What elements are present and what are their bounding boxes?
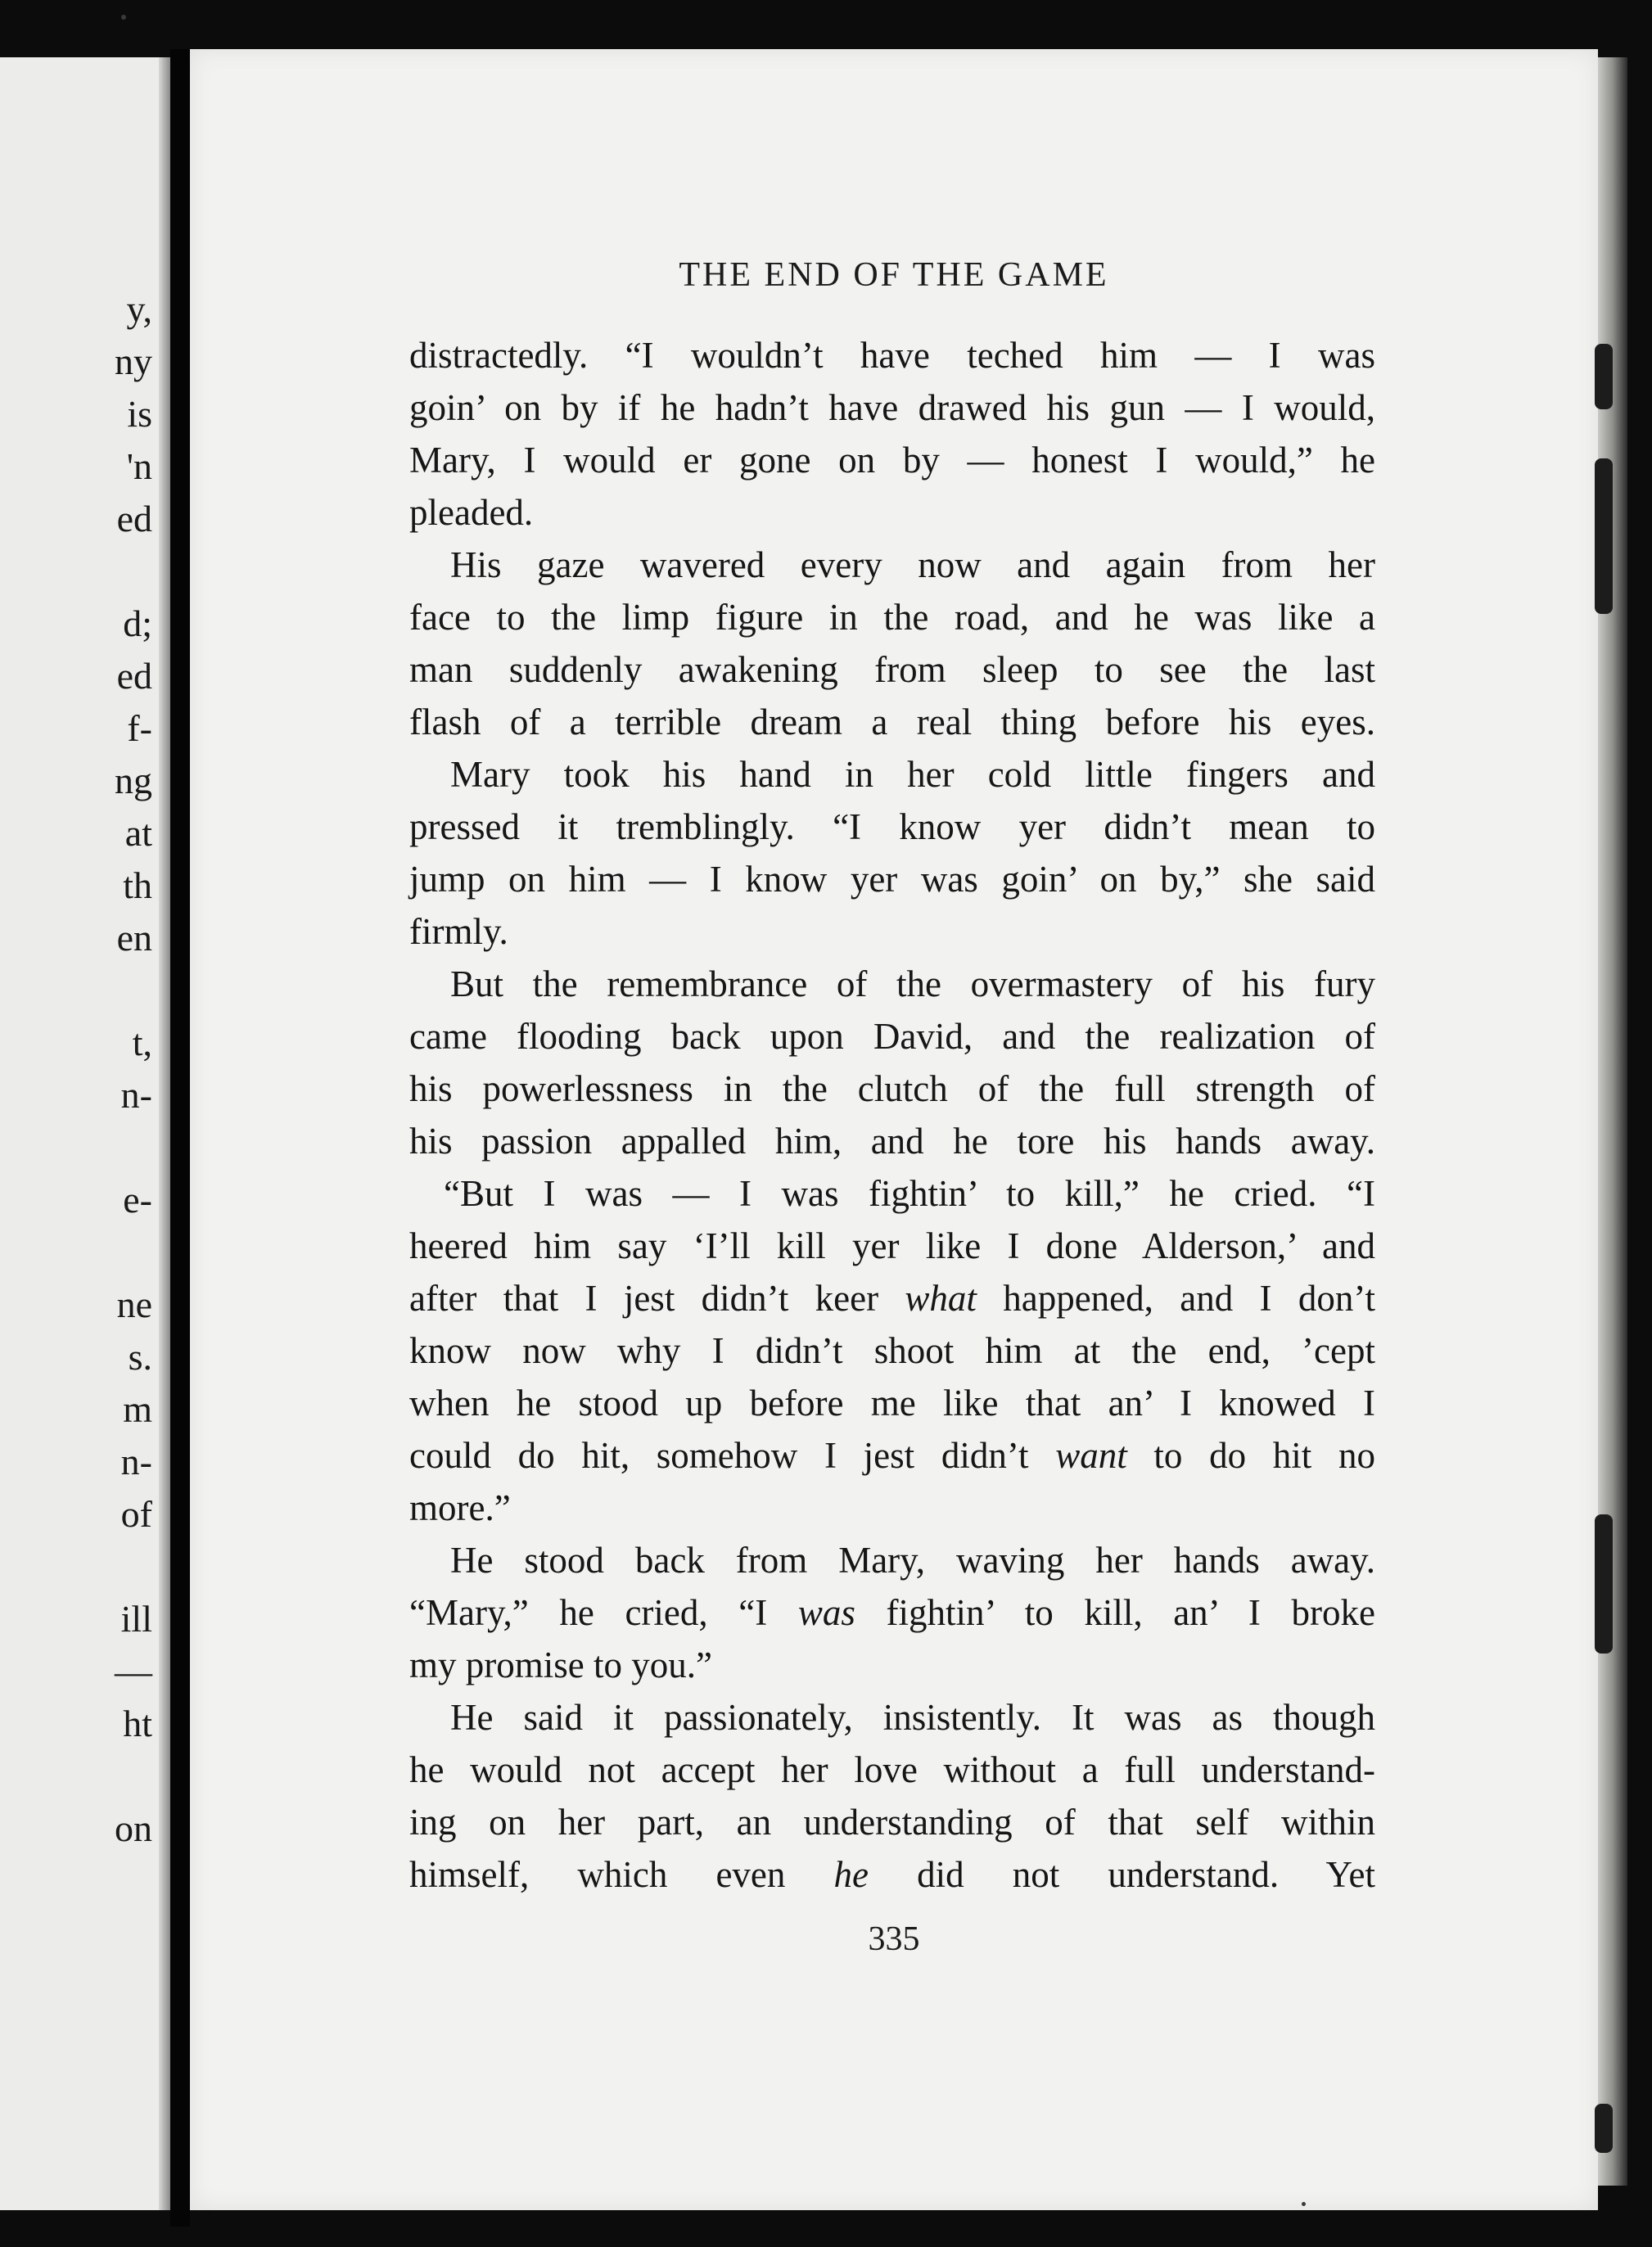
text-line: came flooding back upon David, and the realization of [409, 1016, 1375, 1057]
text-line: He said it passionately, insistently. It was as though [450, 1697, 1375, 1738]
text-line: But the remembrance of the overmastery of his fury [450, 963, 1375, 1004]
previous-page-fragment: ng [115, 760, 152, 801]
text-line: Mary, I would er gone on by — honest I would,” he [409, 440, 1375, 481]
body-text [409, 329, 1375, 1901]
text-line: his powerlessness in the clutch of the full strength of [409, 1068, 1375, 1109]
previous-page-fragment: s. [128, 1336, 152, 1378]
previous-page-fragment: — [115, 1650, 152, 1692]
text-line: goin’ on by if he hadn’t have drawed his gun — I would, [409, 387, 1375, 428]
previous-page-fragment: is [127, 393, 152, 435]
text-line: “But I was — I was fightin’ to kill,” he cried. “I [444, 1173, 1375, 1214]
text-line: firmly. [409, 911, 508, 952]
emphasis: he [833, 1854, 869, 1895]
previous-page-fragment: t, [132, 1022, 152, 1063]
text-line: distractedly. “I wouldn’t have teched him — I was [409, 335, 1375, 376]
previous-page-fragment: 'n [126, 445, 152, 487]
dust-speck [121, 15, 126, 20]
text-line: face to the limp figure in the road, and he was like a [409, 597, 1375, 638]
previous-page-fragment: th [123, 864, 152, 906]
edge-blemish [1595, 344, 1613, 409]
previous-page-fragment: ed [116, 655, 152, 697]
running-head: THE END OF THE GAME [679, 256, 1109, 294]
previous-page-fragment: ed [116, 498, 152, 539]
edge-blemish [1595, 2104, 1613, 2153]
text-line: flash of a terrible dream a real thing before his eyes. [409, 702, 1375, 742]
previous-page-fragment: en [116, 917, 152, 959]
previous-page-fragment: ny [115, 341, 152, 382]
edge-blemish [1595, 458, 1613, 614]
dust-speck [1302, 2202, 1306, 2206]
previous-page-fragment: ill [120, 1598, 152, 1640]
text-line: He stood back from Mary, waving her hands away. [450, 1540, 1375, 1581]
previous-page-fragment: ne [116, 1284, 152, 1325]
text-line: His gaze wavered every now and again from her [450, 544, 1375, 585]
text-line: heered him say ‘I’ll kill yer like I done Alderson,’ and [409, 1225, 1375, 1266]
text-line: when he stood up before me like that an’ I knowed I [409, 1383, 1375, 1424]
spine-shadow [159, 57, 170, 2210]
emphasis: what [905, 1278, 977, 1319]
text-line: he would not accept her love without a full understand- [409, 1749, 1375, 1790]
text-line: Mary took his hand in her cold little fingers and [450, 754, 1375, 795]
previous-page-fragment: on [115, 1807, 152, 1849]
text-line: pressed it tremblingly. “I know yer didn’t mean to [409, 806, 1375, 847]
previous-page-fragment: f- [127, 707, 152, 749]
text-line: ing on her part, an understanding of that self within [409, 1802, 1375, 1843]
previous-page-fragment: n- [120, 1441, 152, 1482]
text-line: himself, which even he did not understand. Yet [409, 1854, 1376, 1895]
text-line: my promise to you.” [409, 1645, 712, 1685]
text-line: jump on him — I know yer was goin’ on by,” she said [409, 859, 1375, 900]
text-line: know now why I didn’t shoot him at the end, ’cept [409, 1330, 1375, 1371]
previous-page-fragment: e- [123, 1179, 152, 1221]
emphasis: was [797, 1592, 855, 1633]
text-line: after that I jest didn’t keer what happened, and I don’t [409, 1278, 1375, 1319]
previous-page-fragment: y, [126, 288, 152, 330]
previous-page-fragment: d; [123, 602, 152, 644]
text-line: his passion appalled him, and he tore his hands away. [409, 1121, 1375, 1162]
previous-page-edge [0, 57, 170, 2210]
text-line: “Mary,” he cried, “I was fightin’ to kill, an’ I broke [409, 1592, 1375, 1633]
previous-page-fragment: of [120, 1493, 152, 1535]
text-line: pleaded. [409, 492, 534, 533]
book-gutter [170, 49, 190, 2227]
text-line: more.” [409, 1487, 511, 1528]
emphasis: want [1055, 1435, 1127, 1476]
edge-blemish [1595, 1514, 1613, 1654]
previous-page-fragment: at [124, 812, 152, 854]
previous-page-fragment: n- [120, 1074, 152, 1116]
page-number: 335 [868, 1920, 920, 1958]
text-line: man suddenly awakening from sleep to see the last [409, 649, 1375, 690]
previous-page-fragment: ht [123, 1703, 152, 1744]
previous-page-fragment: m [123, 1388, 152, 1430]
text-line: could do hit, somehow I jest didn’t want to do hit no [409, 1435, 1375, 1476]
